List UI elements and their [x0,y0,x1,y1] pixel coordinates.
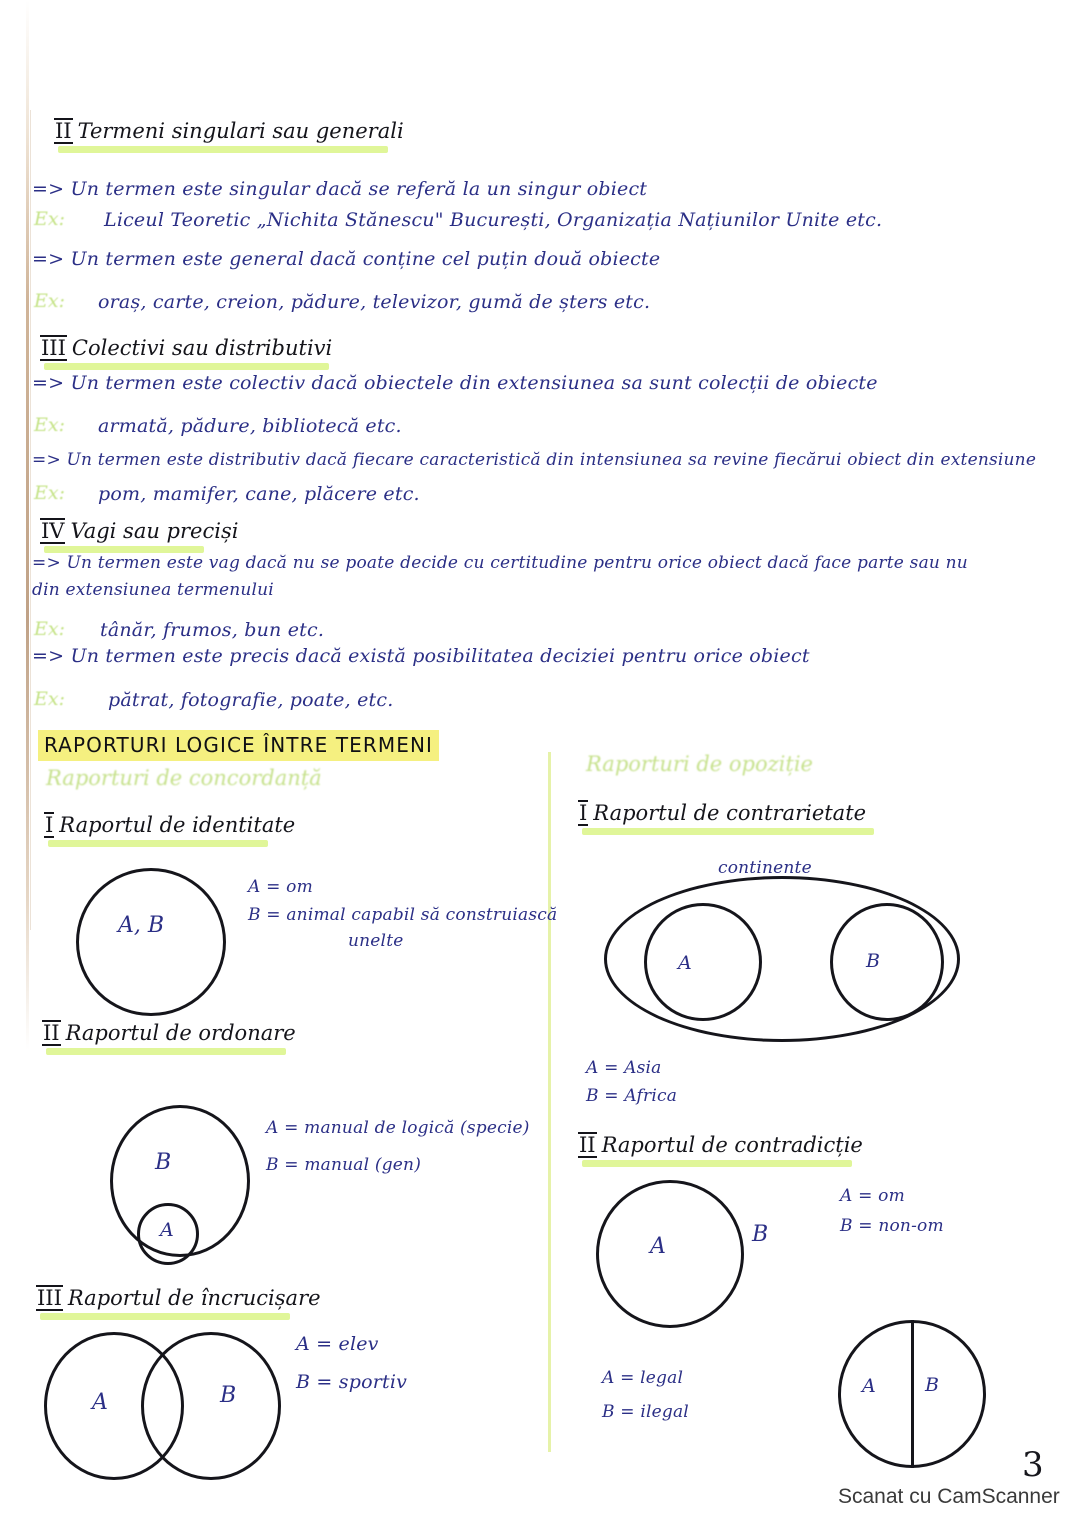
legend-line: A = om [248,877,313,897]
relation-title: Raportul de ordonare [65,1021,296,1045]
highlight-underline [46,1048,286,1055]
example-line: pătrat, fotografie, poate, etc. [108,689,394,711]
contrariety-circle-a [644,903,762,1021]
highlight-underline [58,146,388,153]
page-edge-artifact-secondary [30,110,31,930]
relation-title: Raportul de încrucișare [67,1286,321,1310]
example-line: pom, mamifer, cane, plăcere etc. [98,483,420,505]
legend-line: B = animal capabil să construiască [248,905,558,925]
relation-heading-contradictie [578,1132,863,1158]
legend-line: unelte [348,931,404,951]
legend-line: A = Asia [586,1058,662,1078]
diagram-label-a: A [862,1375,876,1397]
diagram-label-b: B [155,1150,172,1175]
example-marker: Ex: [34,208,65,230]
relation-numeral: II [579,1133,596,1157]
section-numeral: II [55,119,72,143]
column-divider [548,752,551,1452]
diagram-label-b: B [220,1383,237,1408]
example-line: tânăr, frumos, bun etc. [100,619,325,641]
definition-line: => Un termen este precis dacă există posibilitatea deciziei pentru orice obiect [32,645,810,667]
right-column-faint-header: Raporturi de opoziție [586,752,813,776]
highlight-underline [582,1160,852,1167]
diagram-label-a: A [650,1234,666,1259]
legend-line: A = elev [296,1333,379,1355]
definition-line: => Un termen este general dacă conține cel puțin două obiecte [32,248,661,270]
relation-title: Raportul de identitate [59,813,296,837]
legend-line: B = ilegal [602,1402,689,1422]
page-title: RAPORTURI LOGICE ÎNTRE TERMENI [38,730,439,761]
relation-numeral: I [579,801,588,825]
page-number: 3 [1022,1445,1044,1485]
section-numeral: IV [41,519,65,543]
section-title: Vagi sau preciși [70,519,239,543]
section-heading-iv [40,518,238,544]
relation-heading-incrucisare [36,1285,321,1311]
relation-heading-identitate [44,812,295,838]
legend-line: B = non-om [840,1216,944,1236]
highlight-underline [48,840,268,847]
section-title: Colectivi sau distributivi [71,336,333,360]
example-marker: Ex: [34,688,65,710]
legend-line: B = manual (gen) [266,1155,422,1175]
highlight-underline [582,828,874,835]
identity-circle-ab [76,868,226,1016]
diagram-label-ab: A, B [118,913,165,938]
definition-line-cont: din extensiunea termenului [32,580,274,600]
relation-numeral: II [43,1021,60,1045]
relation-numeral: III [37,1286,62,1310]
split-circle-divider [911,1320,914,1468]
diagram-label-b-outside: B [752,1222,769,1247]
highlight-underline [44,363,329,370]
section-numeral: III [41,336,66,360]
example-marker: Ex: [34,618,65,640]
definition-line: => Un termen este vag dacă nu se poate decide cu certitudine pentru orice obiect dacă face parte sau nu [32,553,968,573]
contradiction-circle-a [596,1180,744,1328]
diagram-label-b: B [866,950,880,972]
definition-line: => Un termen este distributiv dacă fiecare caracteristică din intensiunea sa revine fiecărui obiect din extensiune [32,450,1037,470]
diagram-label-a: A [160,1219,174,1241]
legend-line: B = sportiv [296,1371,408,1393]
definition-line: => Un termen este singular dacă se referă la un singur obiect [32,178,648,200]
example-marker: Ex: [34,482,65,504]
example-marker: Ex: [34,414,65,436]
relation-numeral: I [45,813,54,837]
contrariety-circle-b [830,903,944,1021]
example-line: oraș, carte, creion, pădure, televizor, gumă de șters etc. [98,291,651,313]
example-line: armată, pădure, bibliotecă etc. [98,415,402,437]
relation-heading-ordonare [42,1020,296,1046]
section-heading-ii [54,118,404,144]
legend-line: A = manual de logică (specie) [266,1118,530,1138]
diagram-label-a: A [92,1390,108,1415]
page-edge-artifact [26,0,29,1528]
diagram-label-b: B [925,1374,939,1396]
definition-line: => Un termen este colectiv dacă obiectele din extensiunea sa sunt colecții de obiecte [32,372,878,394]
relation-title: Raportul de contradicție [601,1133,863,1157]
legend-line: A = om [840,1186,905,1206]
legend-line: B = Africa [586,1086,678,1106]
relation-heading-contrarietate [578,800,866,826]
venn-circle-b [141,1332,281,1480]
section-title: Termeni singulari sau generali [77,119,404,143]
diagram-label-a: A [678,952,692,974]
left-column-faint-header: Raporturi de concordanță [46,766,322,790]
example-marker: Ex: [34,290,65,312]
legend-line: A = legal [602,1368,684,1388]
highlight-underline [40,1313,290,1320]
scanner-watermark: Scanat cu CamScanner [838,1485,1060,1508]
example-line: Liceul Teoretic „Nichita Stănescu" București, Organizația Națiunilor Unite etc. [104,209,883,231]
relation-title: Raportul de contrarietate [593,801,867,825]
highlight-underline [44,546,204,553]
section-heading-iii [40,335,332,361]
oval-label-continente: continente [718,858,812,878]
